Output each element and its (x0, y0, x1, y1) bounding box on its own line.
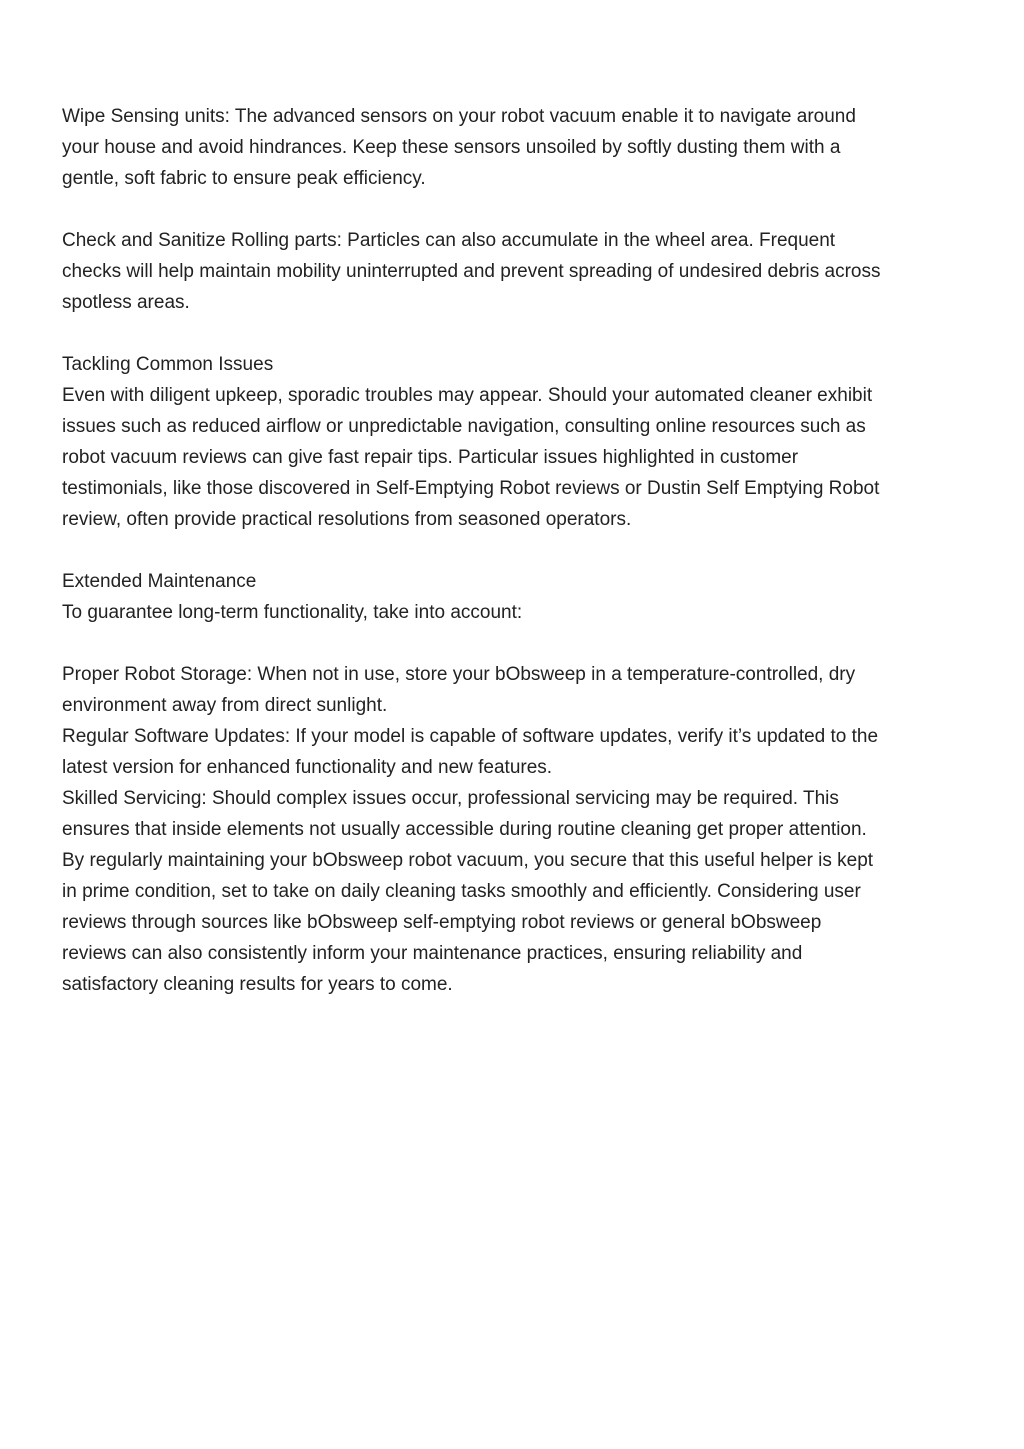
text-line: Regular Software Updates: If your model is capable of software updates, verify it’s updated to the (62, 726, 879, 747)
text-line: reviews can also consistently inform your maintenance practices, ensuring reliability and (62, 943, 803, 964)
text-line: spotless areas. (62, 292, 190, 313)
text-line: your house and avoid hindrances. Keep these sensors unsoiled by softly dusting them with a (62, 137, 841, 158)
text-line: Proper Robot Storage: When not in use, store your bObsweep in a temperature-controlled, dry (62, 664, 856, 685)
text-line: To guarantee long-term functionality, take into account: (62, 602, 523, 623)
text-line: Check and Sanitize Rolling parts: Particles can also accumulate in the wheel area. Frequent (62, 230, 836, 251)
document-page (62, 101, 962, 1031)
section-extended-maintenance (62, 566, 962, 628)
text-line: Wipe Sensing units: The advanced sensors on your robot vacuum enable it to navigate around (62, 106, 856, 127)
text-line: gentle, soft fabric to ensure peak efficiency. (62, 168, 426, 189)
text-line: Even with diligent upkeep, sporadic troubles may appear. Should your automated cleaner exhibit (62, 385, 873, 406)
text-line: latest version for enhanced functionality and new features. (62, 757, 553, 778)
section-heading: Tackling Common Issues (62, 354, 274, 375)
text-line: checks will help maintain mobility uninterrupted and prevent spreading of undesired debris across (62, 261, 881, 282)
text-line: robot vacuum reviews can give fast repair tips. Particular issues highlighted in customer (62, 447, 799, 468)
text-line: Skilled Servicing: Should complex issues occur, professional servicing may be required. This (62, 788, 839, 809)
text-line: ensures that inside elements not usually accessible during routine cleaning get proper attention. (62, 819, 867, 840)
section-heading: Extended Maintenance (62, 571, 257, 592)
section-common-issues (62, 349, 962, 535)
text-line: reviews through sources like bObsweep self-emptying robot reviews or general bObsweep (62, 912, 822, 933)
text-line: testimonials, like those discovered in Self-Emptying Robot reviews or Dustin Self Emptying Robot (62, 478, 880, 499)
text-line: satisfactory cleaning results for years to come. (62, 974, 453, 995)
text-line: in prime condition, set to take on daily cleaning tasks smoothly and efficiently. Considering user (62, 881, 861, 902)
paragraph-wipe-sensing (62, 101, 962, 194)
paragraph-rolling-parts (62, 225, 962, 318)
text-line: environment away from direct sunlight. (62, 695, 388, 716)
text-line: review, often provide practical resolutions from seasoned operators. (62, 509, 632, 530)
text-line: By regularly maintaining your bObsweep robot vacuum, you secure that this useful helper is kept (62, 850, 874, 871)
text-line: issues such as reduced airflow or unpredictable navigation, consulting online resources such as (62, 416, 866, 437)
paragraph-maintenance-tips (62, 659, 962, 1000)
